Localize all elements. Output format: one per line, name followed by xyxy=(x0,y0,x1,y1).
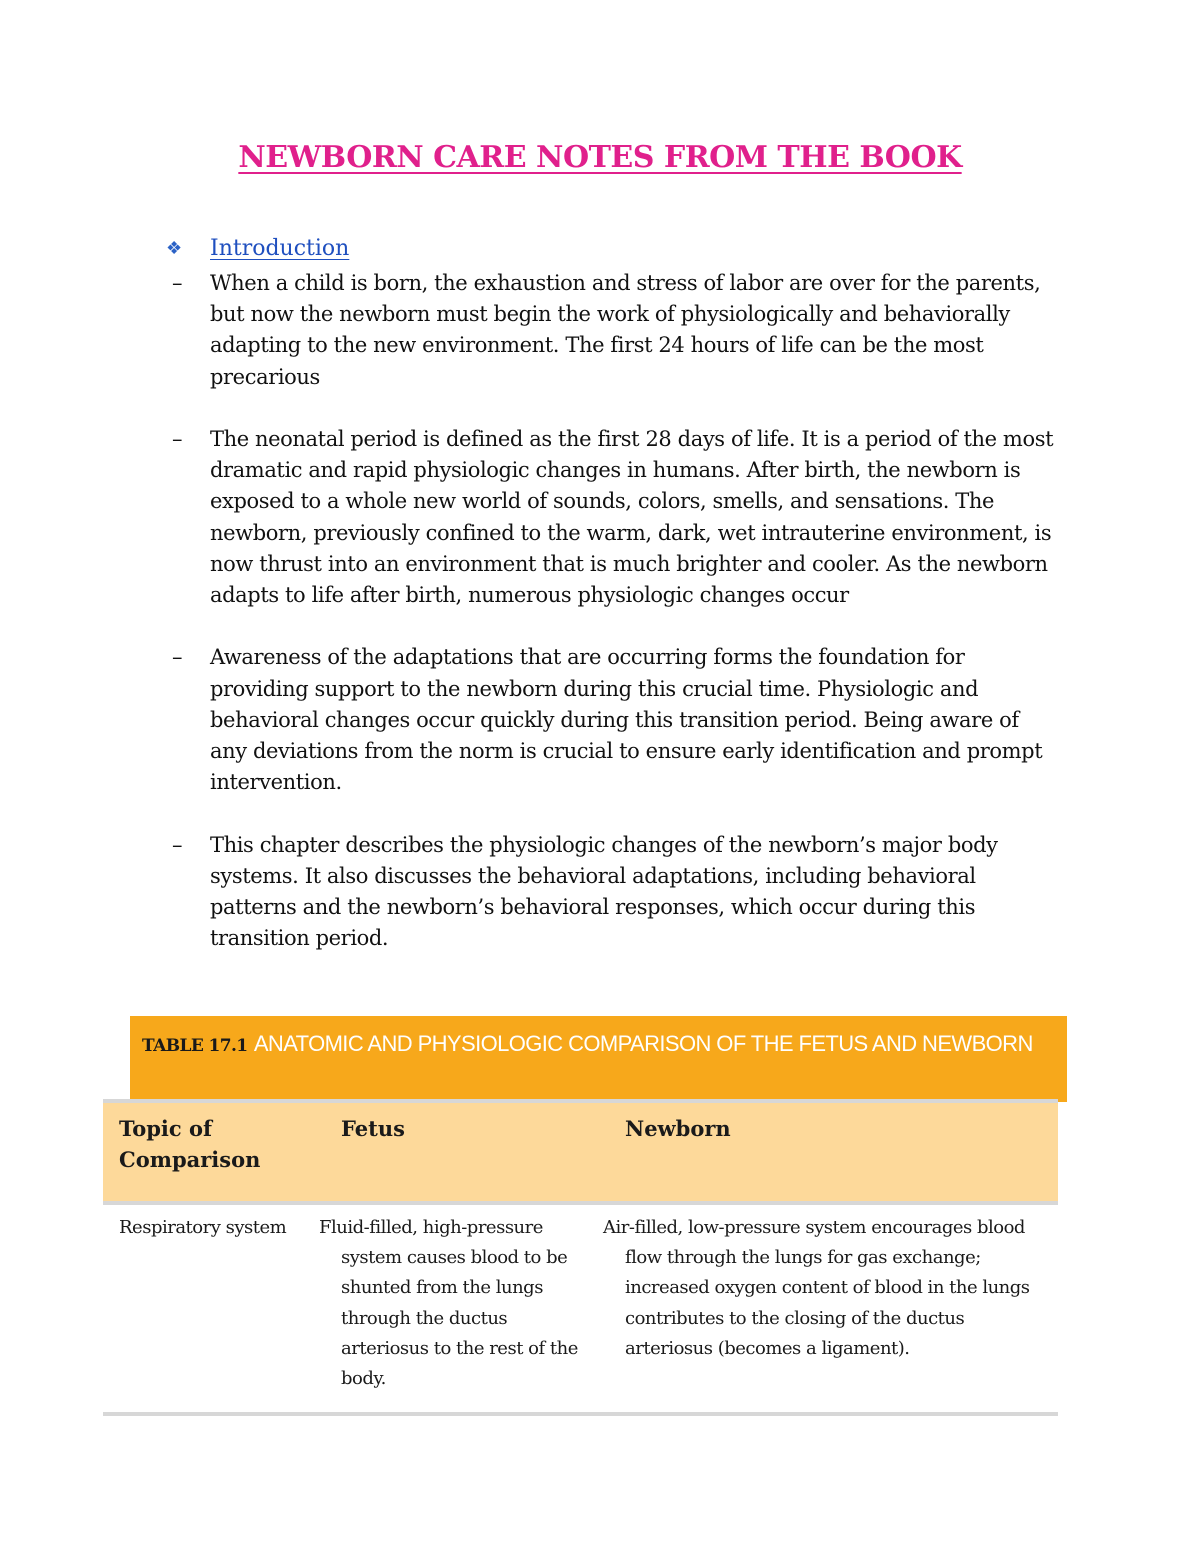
table-title: ANATOMIC AND PHYSIOLOGIC COMPARISON OF THE FETUS AND NEWBORN xyxy=(253,1031,1033,1056)
introduction-link[interactable]: Introduction xyxy=(210,236,350,261)
list-item xyxy=(172,830,1072,955)
header-fetus: Fetus xyxy=(325,1101,609,1203)
dash-bullet: – xyxy=(172,832,183,857)
paragraph-text: The neonatal period is defined as the first 28 days of life. It is a period of the most dramatic and rapid physiologic changes in humans. After birth, the newborn is exposed to a whole new world of sounds, colors, smells, and sensations. The newborn, previously confined to the warm, dark, wet intrauterine environment, is now thrust into an environment that is much brighter and cooler. As the newborn adapts to life after birth, numerous physiologic changes occur xyxy=(210,427,1054,608)
table-header-row xyxy=(103,1101,1058,1203)
comparison-table xyxy=(103,1099,1058,1416)
list-item xyxy=(172,424,1072,611)
header-topic: Topic of Comparison xyxy=(103,1101,325,1203)
paragraph-text: Awareness of the adaptations that are occurring forms the foundation for providing support to the newborn during this crucial time. Physiologic and behavioral changes occur quickly during this transition period. Being aware of any deviations from the norm is crucial to ensure early identification and prompt intervention. xyxy=(210,645,1043,795)
list-item xyxy=(172,642,1072,798)
cell-fetus: Fluid-filled, high-pressure system causes blood to be shunted from the lungs through the ductus arteriosus to the rest of the body. xyxy=(325,1203,609,1414)
dash-bullet: – xyxy=(172,427,183,451)
cell-topic: Respiratory system xyxy=(103,1203,325,1414)
paragraph-text: This chapter describes the physiologic changes of the newborn’s major body systems. It also discusses the behavioral adaptations, including behavioral patterns and the newborn’s behavioral responses, which occur during this transition period. xyxy=(210,832,998,951)
table-row xyxy=(103,1203,1058,1414)
introduction-paragraph-list xyxy=(172,268,1072,986)
paragraph-text: When a child is born, the exhaustion and stress of labor are over for the parents, but now the newborn must begin the work of physiologically and behaviorally adapting to the new environment. The first 24 hours of life can be the most precarious xyxy=(210,271,1041,389)
section-heading xyxy=(166,236,349,261)
list-item xyxy=(172,268,1072,393)
table-caption-banner xyxy=(130,1016,1067,1102)
diamond-bullet-icon: ❖ xyxy=(166,238,183,259)
table-label: TABLE 17.1 xyxy=(142,1036,248,1056)
dash-bullet: – xyxy=(172,645,183,670)
cell-newborn: Air-filled, low-pressure system encourages blood flow through the lungs for gas exchange; increased oxygen content of blood in the lungs contributes to the closing of the ductus arteriosus (becomes a ligament). xyxy=(609,1203,1058,1414)
dash-bullet: – xyxy=(172,271,183,295)
header-newborn: Newborn xyxy=(609,1101,1058,1203)
document-title: NEWBORN CARE NOTES FROM THE BOOK xyxy=(238,140,962,175)
